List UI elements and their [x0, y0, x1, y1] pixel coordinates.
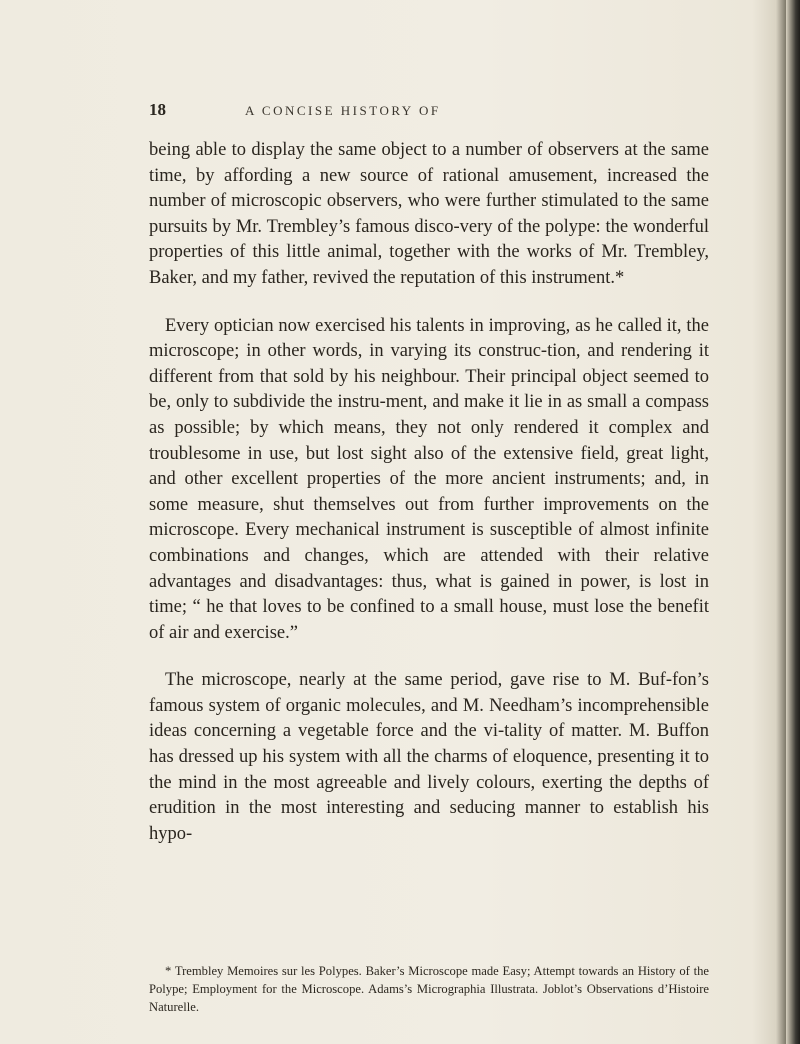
- page-header: [149, 100, 709, 126]
- running-head: A CONCISE HISTORY OF: [245, 103, 441, 118]
- paragraph: The microscope, nearly at the same period, gave rise to M. Buf-fon’s famous system of organic molecules, and M. Needham’s incomprehensible ideas concerning a vegetable force and the vi-tality of matter. M. Buffon has dressed up his system with all the charms of eloquence, presenting it to the mind in the most agreeable and lively colours, exerting the depths of erudition in the most interesting and seducing manner to establish his hypo-: [149, 670, 709, 844]
- paragraph: Every optician now exercised his talents in improving, as he called it, the microscope; in other words, in varying its construc-tion, and rendering it different from that sold by his neighbour. Their principal object seemed to be, only to subdivide the instru-ment, and make it lie in as small a compass as possible; by which means, they not only rendered it complex and troublesome in use, but lost sight also of the extensive field, great light, and other excellent properties of the more ancient instruments; and, in some measure, shut themselves out from further improvements on the microscope. Every mechanical instrument is susceptible of almost infinite combinations and changes, which are attended with their relative advantages and disadvantages: thus, what is gained in power, is lost in time; “ he that loves to be confined to a small house, must lose the benefit of air and exercise.”: [149, 315, 709, 643]
- footnote: * Trembley Memoires sur les Polypes. Baker’s Microscope made Easy; Attempt towards an History of the Polype; Employment for the Microscope. Adams’s Micrographia Illustrata. Joblot’s Observations d’Histoire Naturelle.: [149, 964, 709, 1014]
- body-text: [149, 138, 709, 847]
- page-number: 18: [149, 100, 166, 119]
- page-binding-edge: [786, 0, 800, 1044]
- paragraph: being able to display the same object to a number of observers at the same time, by affording a new source of rational amusement, increased the number of microscopic observers, who were further stimulated to the same pursuits by Mr. Trembley’s famous disco-very of the polype: the wonderful properties of this little animal, together with the works of Mr. Trembley, Baker, and my father, revived the reputation of this instrument.*: [149, 140, 709, 288]
